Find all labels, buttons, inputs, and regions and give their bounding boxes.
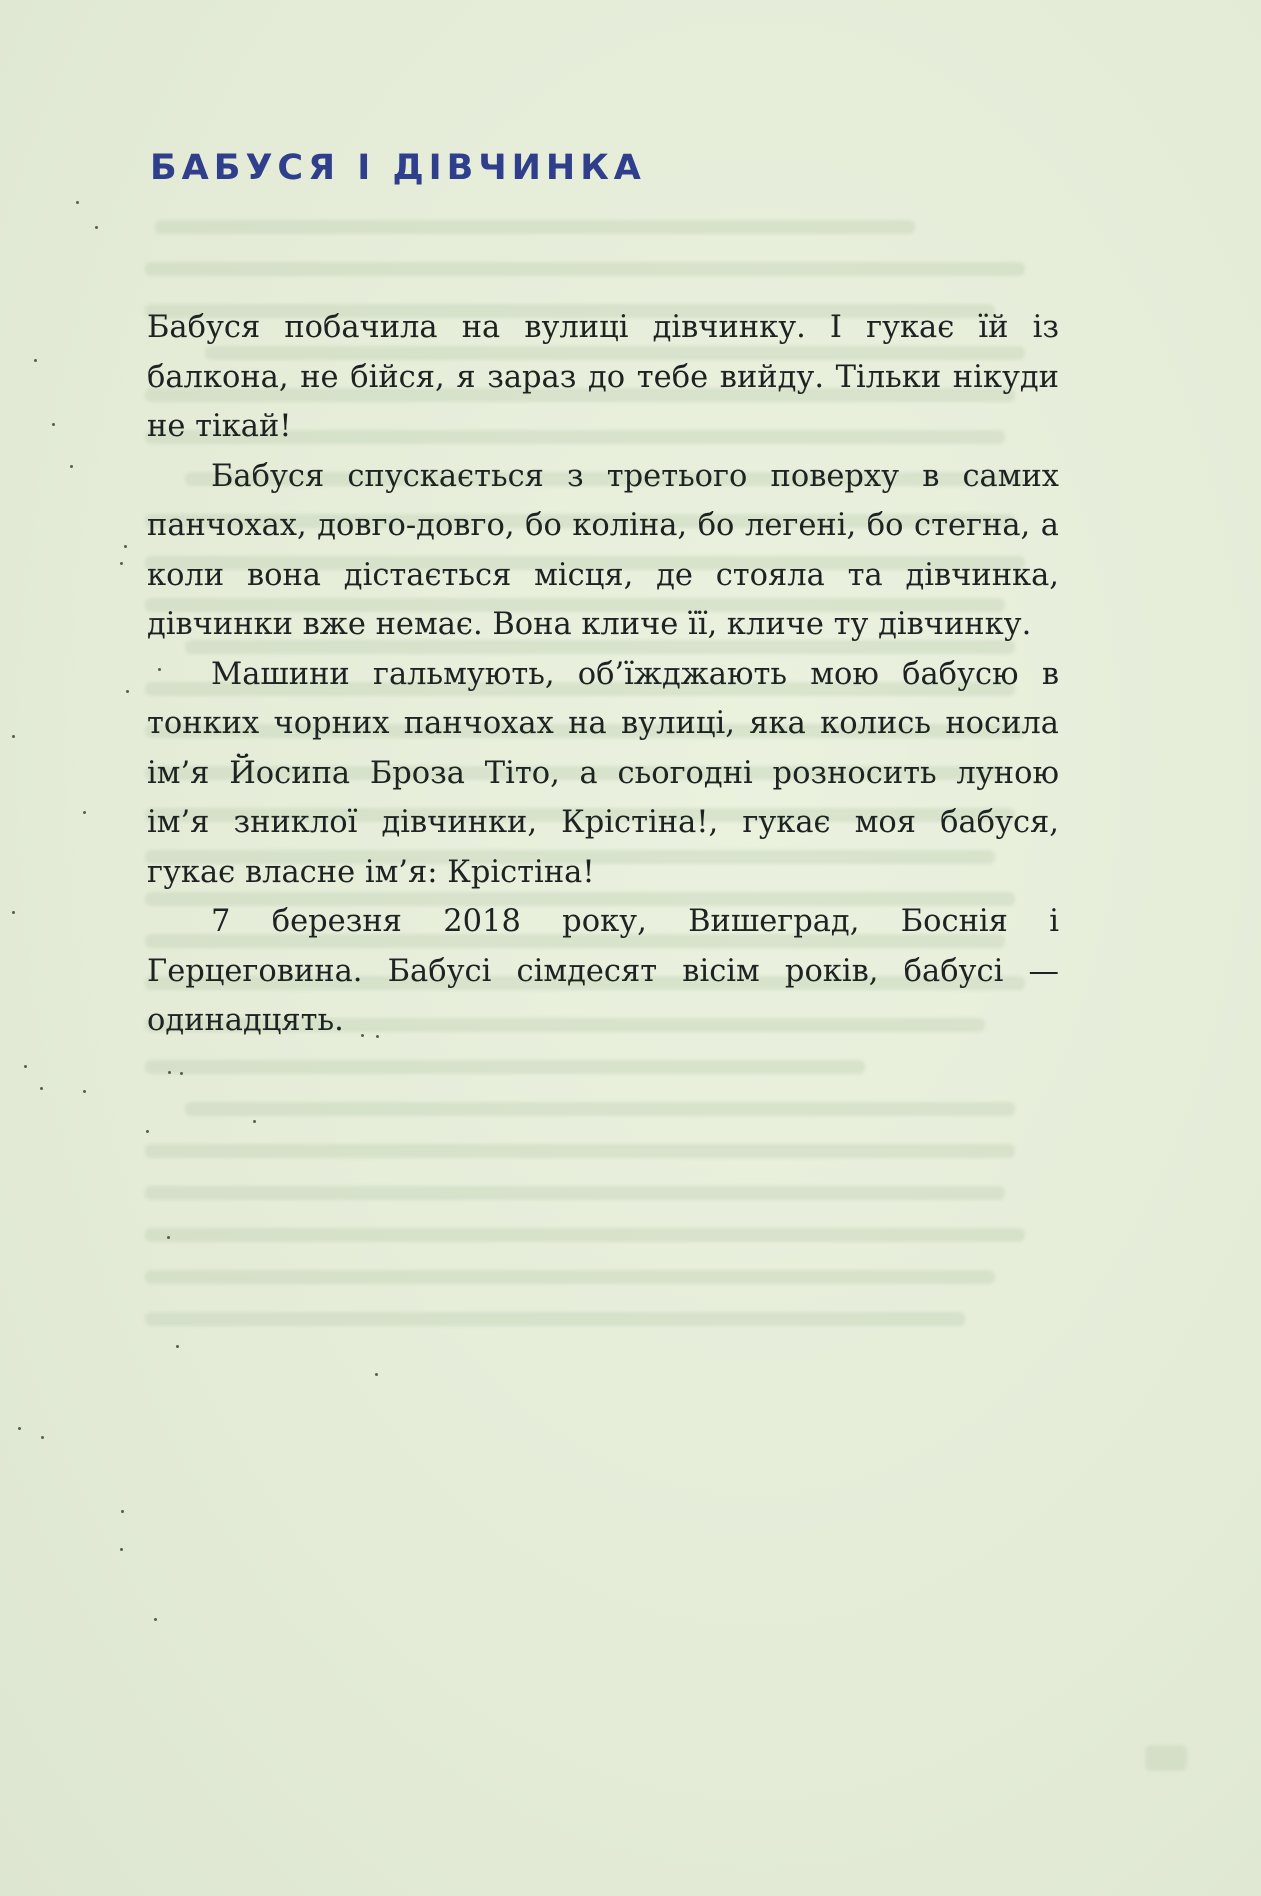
- paragraph: Бабуся спускається з третього поверху в самих панчохах, довго-довго, бо коліна, бо легені, бо стегна, а коли вона дістається місця, де стояла та дівчинка, дівчинки вже немає. Вона кличе її, кличе ту дівчинку.: [147, 458, 1059, 642]
- paragraph: Бабуся побачила на вулиці дівчинку. І гукає їй із балкона, не бійся, я зараз до тебе вийду. Тільки нікуди не тікай!: [147, 310, 1059, 444]
- paragraph: 7 березня 2018 року, Вишеград, Боснія і Герцеговина. Бабусі сімдесят вісім років, бабусі — одинадцять.: [147, 904, 1059, 1038]
- paragraph: Машини гальмують, об’їжджають мою бабусю в тонких чорних панчохах на вулиці, яка колись носила ім’я Йосипа Броза Тіто, а сьогодні розносить луною ім’я зниклої дівчинки, Крістіна!, гукає моя бабуся, гукає власне ім’я: Крістіна!: [147, 656, 1059, 890]
- chapter-title: БАБУСЯ І ДІВЧИНКА: [150, 148, 646, 188]
- chapter-body: [147, 303, 1059, 1046]
